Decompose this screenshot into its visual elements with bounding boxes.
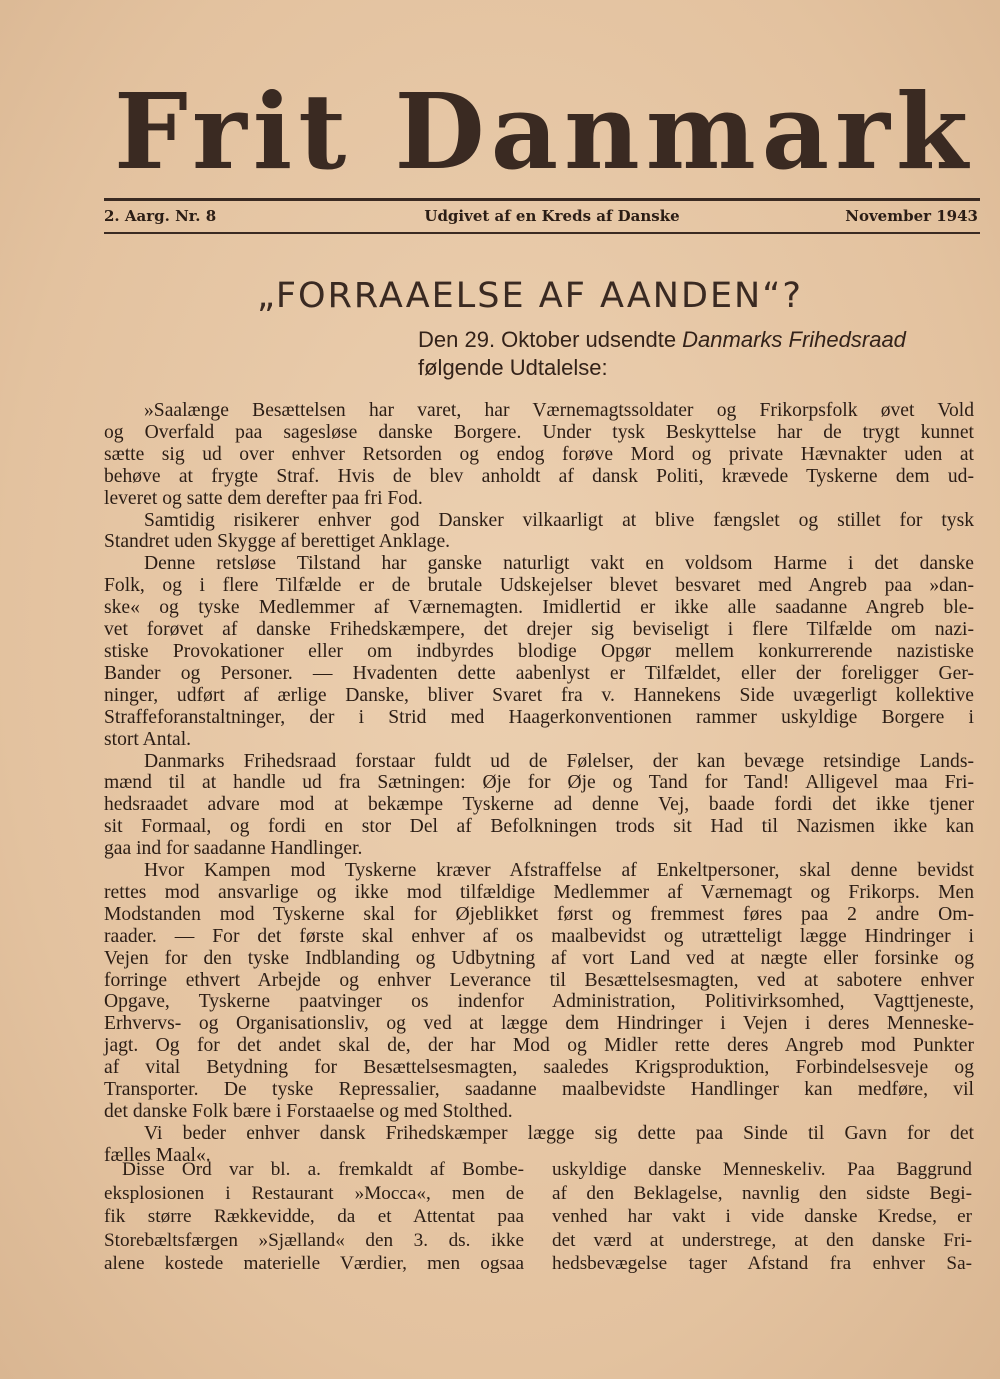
statement-line: stort Antal. xyxy=(104,728,192,750)
masthead-rule-bottom xyxy=(104,232,980,234)
publisher-line: Udgivet af en Kreds af Danske xyxy=(424,207,680,225)
column-line: venhed har vakt i vide danske Kredse, er xyxy=(552,1206,972,1228)
statement-line: jagt. Og for det andet skal de, der har Mod og Midler rette deres Angreb mod Punkter xyxy=(104,1035,974,1057)
intro-council-name: Danmarks Frihedsraad xyxy=(682,327,906,352)
statement-line: Erhvervs- og Organisationsliv, og ved at lægge dem Hindringer i Vejen i deres Menneske- xyxy=(104,1013,974,1035)
column-line: hedsbevægelse tager Afstand fra enhver Sa- xyxy=(552,1253,972,1275)
statement-line: af vital Betydning for Besættelsesmagten, saaledes Krigsproduktion, Forbindelsesveje og xyxy=(104,1057,974,1079)
statement-line: leveret og satte dem derefter paa fri Fod. xyxy=(104,487,423,509)
statement-line: det danske Folk bære i Forstaaelse og med Stolthed. xyxy=(104,1101,513,1122)
statement-line: sætte sig ud over enhver Retsorden og endog forøve Mord og private Hævnakter uden at xyxy=(104,443,974,465)
statement-line: Straffeforanstaltninger, der i Strid med Haagerkonventionen rammer uskyldige Borgere i xyxy=(104,706,974,728)
statement-line: Folk, og i flere Tilfælde er de brutale Udskejelser blevet besvaret med Angreb paa »dan- xyxy=(104,575,974,597)
column-line: fik større Rækkevidde, da et Attentat paa xyxy=(104,1206,524,1228)
statement-line: ninger, udført af ærlige Danske, bliver Svaret fra v. Hannekens Side uvægerligt kollektive xyxy=(104,684,974,706)
intro-line-2: følgende Udtalelse: xyxy=(418,355,608,380)
statement-line: og Overfald paa sagesløse danske Borgere. Under tysk Beskyttelse har de trygt kunnet xyxy=(104,421,974,443)
statement-line: rettes mod ansvarlige og ikke mod tilfældige Medlemmer af Værnemagt og Frikorps. Men xyxy=(104,881,974,903)
statement-line: hedsraadet advare mod at bekæmpe Tyskerne ad denne Vej, baade fordi det ikke tjener xyxy=(104,794,974,816)
statement-line: »Saalænge Besættelsen har varet, har Værnemagtssoldater og Frikorpsfolk øvet Vold xyxy=(144,400,974,421)
statement-line: Samtidig risikerer enhver god Dansker vilkaarligt at blive fængslet og stillet for tysk xyxy=(144,509,974,531)
statement-line: Modstanden mod Tyskerne skal for Øjeblikket først og fremmest føres paa 2 andre Om- xyxy=(104,903,974,925)
statement-line: forringe ethvert Arbejde og enhver Leverance til Besættelsesmagten, ved at sabotere enhver xyxy=(104,969,974,991)
statement-line: fælles Maal«. xyxy=(104,1144,211,1166)
column-line: Storebæltsfærgen »Sjælland« den 3. ds. ikke xyxy=(104,1229,524,1251)
statement-line: Bander og Personer. — Hvadenten dette aabenlyst er Tilfældet, eller der foreligger Ger- xyxy=(104,662,974,684)
statement-line: Hvor Kampen mod Tyskerne kræver Afstraffelse af Enkeltpersoner, skal denne bevidst xyxy=(144,860,974,882)
statement-line: Denne retsløse Tilstand har ganske naturligt vakt en voldsom Harme i det danske xyxy=(144,553,974,575)
statement-line: stiske Provokationer eller om indbyrdes blodige Opgør mellem konkurrerende nazistiske xyxy=(104,640,974,662)
article-headline: „FORRAAELSE AF AANDEN“? xyxy=(257,276,803,316)
intro-line-1 xyxy=(418,326,988,354)
article-column-left xyxy=(104,1158,524,1276)
statement-line: vet forøvet af danske Frihedskæmpere, det drejer sig beviseligt i flere Tilfælde om nazi- xyxy=(104,619,974,641)
statement-line: Vejen for den tyske Indblanding og Udbytning af vort Land ved at nægte eller forsinke og xyxy=(104,947,974,969)
masthead-title: Frit Danmark xyxy=(113,70,975,193)
statement-line: Transporter. De tyske Repressalier, saadanne maalbevidste Handlinger kan medføre, vil xyxy=(104,1079,974,1101)
column-line: det værd at understrege, at den danske Fri- xyxy=(552,1229,972,1251)
intro-line-1-text: Den 29. Oktober udsendte xyxy=(418,327,683,352)
column-line: uskyldige danske Menneskeliv. Paa Baggrund xyxy=(552,1159,972,1180)
statement-line: gaa ind for saadanne Handlinger. xyxy=(104,838,363,860)
statement-line: Danmarks Frihedsraad forstaar fuldt ud de Følelser, der kan bevæge retsindige Lands- xyxy=(144,750,974,772)
column-line: eksplosionen i Restaurant »Mocca«, men de xyxy=(104,1182,524,1204)
issue-number: 2. Aarg. Nr. 8 xyxy=(104,207,217,225)
statement-line: ske« og tyske Medlemmer af Værnemagten. Imidlertid er ikke alle saadanne Angreb ble- xyxy=(104,597,974,619)
statement-line: raader. — For det første skal enhver af os maalbevidst og utrætteligt lægge Hindringer i xyxy=(104,925,974,947)
statement-line: Vi beder enhver dansk Frihedskæmper lægge sig dette paa Sinde til Gavn for det xyxy=(144,1122,974,1144)
column-line: af den Beklagelse, navnlig den sidste Begi- xyxy=(552,1182,972,1204)
statement-line: sit Formaal, og fordi en stor Del af Befolkningen trods sit Had til Nazismen ikke kan xyxy=(104,816,974,838)
column-line: alene kostede materielle Værdier, men ogsaa xyxy=(104,1253,524,1275)
column-line: Disse Ord var bl. a. fremkaldt af Bombe- xyxy=(122,1159,524,1180)
masthead-rule-top xyxy=(104,198,980,201)
statement-line: Opgave, Tyskerne paatvinger os indenfor Administration, Politivirksomhed, Vagttjeneste, xyxy=(104,991,974,1013)
issue-date: November 1943 xyxy=(845,207,978,225)
article-column-right xyxy=(552,1158,972,1276)
article-intro xyxy=(418,326,988,382)
statement-line: behøve at frygte Straf. Hvis de blev anholdt af dansk Politi, krævede Tyskerne dem ud- xyxy=(104,465,974,487)
statement-line: mænd til at handle ud fra Sætningen: Øje for Øje og Tand for Tand! Alligevel maa Fri- xyxy=(104,772,974,794)
council-statement xyxy=(104,400,974,1167)
statement-line: Standret uden Skygge af berettiget Anklage. xyxy=(104,531,451,553)
